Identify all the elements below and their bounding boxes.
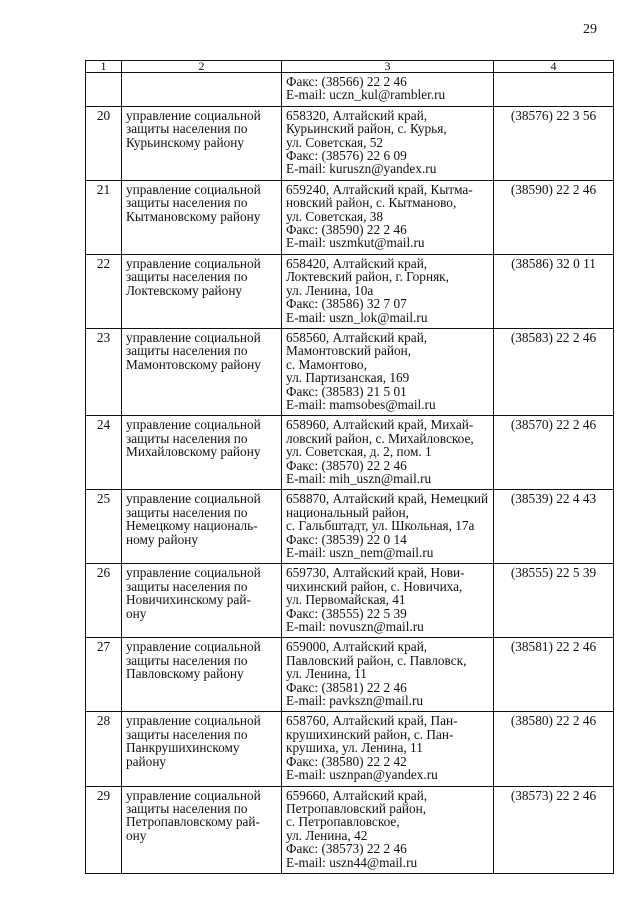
row-number-cell: 29 [86, 786, 122, 873]
address-cell [282, 254, 494, 328]
organization-line: Мамонтовскому району [126, 356, 261, 372]
address-line: 658560, Алтайский край, [286, 329, 428, 345]
address-cell [282, 638, 494, 712]
organization-cell [122, 254, 282, 328]
address-line: новский район, с. Кытманово, [286, 195, 457, 211]
address-line: E-mail: uczn_kul@rambler.ru [286, 87, 446, 103]
address-line: 658420, Алтайский край, [286, 255, 428, 271]
organization-cell [122, 712, 282, 786]
phone-cell: (38581) 22 2 46 [494, 638, 614, 712]
column-number: 2 [122, 61, 282, 73]
organization-line: защиты населения по [126, 726, 248, 742]
organization-cell [122, 638, 282, 712]
address-line: крушихинский район, с. Пан- [286, 726, 454, 742]
organization-line: управление социальной [126, 255, 261, 271]
organization-cell [122, 180, 282, 254]
organization-line: защиты населения по [126, 800, 248, 816]
organization-cell [122, 416, 282, 490]
address-line: ул. Первомайская, 41 [286, 592, 406, 608]
address-cell [282, 73, 494, 107]
address-line: E-mail: uszmkut@mail.ru [286, 235, 425, 251]
address-line: крушиха, ул. Ленина, 11 [286, 740, 423, 756]
organization-line: защиты населения по [126, 652, 248, 668]
phone-cell: (38539) 22 4 43 [494, 490, 614, 564]
organization-cell [122, 786, 282, 873]
address-line: E-mail: pavkszn@mail.ru [286, 693, 424, 709]
column-number: 1 [86, 61, 122, 73]
address-line: Локтевский район, г. Горняк, [286, 269, 449, 285]
page-number: 29 [583, 22, 597, 37]
table-row [86, 180, 614, 254]
organization-line: защиты населения по [126, 430, 248, 446]
table-row [86, 564, 614, 638]
organization-line: защиты населения по [126, 578, 248, 594]
address-line: ул. Советская, д. 2, пом. 1 [286, 444, 432, 460]
organization-line: защиты населения по [126, 343, 248, 359]
phone-cell: (38576) 22 3 56 [494, 106, 614, 180]
address-line: Факс: (38586) 32 7 07 [286, 296, 407, 312]
organization-line: Петропавловскому рай- [126, 814, 260, 830]
organization-line: Локтевскому району [126, 282, 243, 298]
table-row [86, 106, 614, 180]
table-row [86, 490, 614, 564]
address-line: E-mail: uszn_lok@mail.ru [286, 309, 428, 325]
organization-line: району [126, 753, 167, 769]
address-line: национальный район, [286, 504, 409, 520]
organization-line: Панкрушихинскому [126, 740, 240, 756]
organization-line: Павловскому району [126, 666, 244, 682]
address-line: ловский район, с. Михайловское, [286, 430, 474, 446]
organization-line: управление социальной [126, 565, 261, 581]
address-line: ул. Советская, 52 [286, 134, 384, 150]
row-number-cell: 21 [86, 180, 122, 254]
address-line: Факс: (38573) 22 2 46 [286, 841, 407, 857]
row-number-cell: 28 [86, 712, 122, 786]
address-line: Факс: (38583) 21 5 01 [286, 383, 407, 399]
organization-line: Немецкому националь- [126, 518, 258, 534]
address-line: Курьинский район, с. Курья, [286, 121, 447, 137]
phone-cell [494, 73, 614, 107]
address-line: E-mail: usznpan@yandex.ru [286, 767, 438, 783]
organization-line: защиты населения по [126, 121, 248, 137]
address-line: Факс: (38570) 22 2 46 [286, 457, 407, 473]
address-cell [282, 106, 494, 180]
address-line: ул. Советская, 38 [286, 208, 384, 224]
address-line: E-mail: kuruszn@yandex.ru [286, 161, 437, 177]
table-row [86, 638, 614, 712]
organization-cell [122, 73, 282, 107]
organization-line: защиты населения по [126, 504, 248, 520]
phone-cell: (38580) 22 2 46 [494, 712, 614, 786]
address-cell [282, 180, 494, 254]
table-row [86, 786, 614, 873]
address-cell [282, 712, 494, 786]
row-number-cell [86, 73, 122, 107]
address-line: Мамонтовский район, [286, 343, 412, 359]
continuation-row [86, 73, 614, 107]
address-line: с. Мамонтово, [286, 356, 367, 372]
organization-line: управление социальной [126, 107, 261, 123]
organization-line: Кытмановскому району [126, 208, 261, 224]
address-line: E-mail: uszn44@mail.ru [286, 854, 418, 870]
directory-table [85, 60, 614, 874]
row-number-cell: 24 [86, 416, 122, 490]
address-line: Факс: (38580) 22 2 42 [286, 753, 407, 769]
address-cell [282, 490, 494, 564]
address-line: чихинский район, с. Новичиха, [286, 578, 463, 594]
organization-line: Курьинскому району [126, 134, 245, 150]
column-number: 4 [494, 61, 614, 73]
address-line: Факс: (38590) 22 2 46 [286, 222, 407, 238]
organization-line: управление социальной [126, 417, 261, 433]
address-line: ул. Партизанская, 169 [286, 370, 410, 386]
organization-line: управление социальной [126, 639, 261, 655]
address-cell [282, 416, 494, 490]
address-cell [282, 328, 494, 415]
organization-cell [122, 490, 282, 564]
table-row [86, 328, 614, 415]
row-number-cell: 22 [86, 254, 122, 328]
organization-line: управление социальной [126, 329, 261, 345]
phone-cell: (38570) 22 2 46 [494, 416, 614, 490]
address-line: E-mail: mih_uszn@mail.ru [286, 470, 432, 486]
organization-line: ону [126, 605, 147, 621]
row-number-cell: 27 [86, 638, 122, 712]
address-line: ул. Ленина, 42 [286, 827, 368, 843]
address-line: Факс: (38581) 22 2 46 [286, 679, 407, 695]
organization-line: управление социальной [126, 713, 261, 729]
address-line: Факс: (38576) 22 6 09 [286, 148, 407, 164]
column-number-row [86, 61, 614, 73]
address-line: 658960, Алтайский край, Михай- [286, 417, 474, 433]
phone-cell: (38583) 22 2 46 [494, 328, 614, 415]
organization-line: ному району [126, 531, 198, 547]
address-cell [282, 564, 494, 638]
phone-cell: (38590) 22 2 46 [494, 180, 614, 254]
address-line: 659730, Алтайский край, Нови- [286, 565, 465, 581]
address-line: 658760, Алтайский край, Пан- [286, 713, 458, 729]
address-line: Павловский район, с. Павловск, [286, 652, 467, 668]
phone-cell: (38555) 22 5 39 [494, 564, 614, 638]
row-number-cell: 25 [86, 490, 122, 564]
organization-cell [122, 328, 282, 415]
address-line: Факс: (38539) 22 0 14 [286, 531, 407, 547]
address-line: E-mail: mamsobes@mail.ru [286, 396, 436, 412]
address-line: с. Гальбштадт, ул. Школьная, 17а [286, 518, 475, 534]
table-row [86, 712, 614, 786]
address-line: 658870, Алтайский край, Немецкий [286, 491, 489, 507]
table-row [86, 416, 614, 490]
phone-cell: (38573) 22 2 46 [494, 786, 614, 873]
phone-cell: (38586) 32 0 11 [494, 254, 614, 328]
address-line: Факс: (38566) 22 2 46 [286, 74, 407, 89]
organization-line: управление социальной [126, 787, 261, 803]
address-line: ул. Ленина, 10а [286, 282, 374, 298]
organization-line: Новичихинскому рай- [126, 592, 251, 608]
row-number-cell: 23 [86, 328, 122, 415]
address-line: E-mail: uszn_nem@mail.ru [286, 545, 434, 560]
address-line: с. Петропавловское, [286, 814, 400, 830]
row-number-cell: 20 [86, 106, 122, 180]
address-line: E-mail: novuszn@mail.ru [286, 619, 424, 635]
address-line: 658320, Алтайский край, [286, 107, 428, 123]
organization-line: управление социальной [126, 491, 261, 507]
organization-cell [122, 106, 282, 180]
organization-line: защиты населения по [126, 195, 248, 211]
organization-line: ону [126, 827, 147, 843]
column-number: 3 [282, 61, 494, 73]
address-line: Петропавловский район, [286, 800, 427, 816]
row-number-cell: 26 [86, 564, 122, 638]
address-line: 659660, Алтайский край, [286, 787, 428, 803]
address-line: Факс: (38555) 22 5 39 [286, 605, 407, 621]
address-cell [282, 786, 494, 873]
table-row [86, 254, 614, 328]
organization-line: защиты населения по [126, 269, 248, 285]
organization-line: Михайловскому району [126, 444, 261, 460]
address-line: ул. Ленина, 11 [286, 666, 367, 682]
organization-line: управление социальной [126, 181, 261, 197]
address-line: 659240, Алтайский край, Кытма- [286, 181, 473, 197]
address-line: 659000, Алтайский край, [286, 639, 428, 655]
organization-cell [122, 564, 282, 638]
